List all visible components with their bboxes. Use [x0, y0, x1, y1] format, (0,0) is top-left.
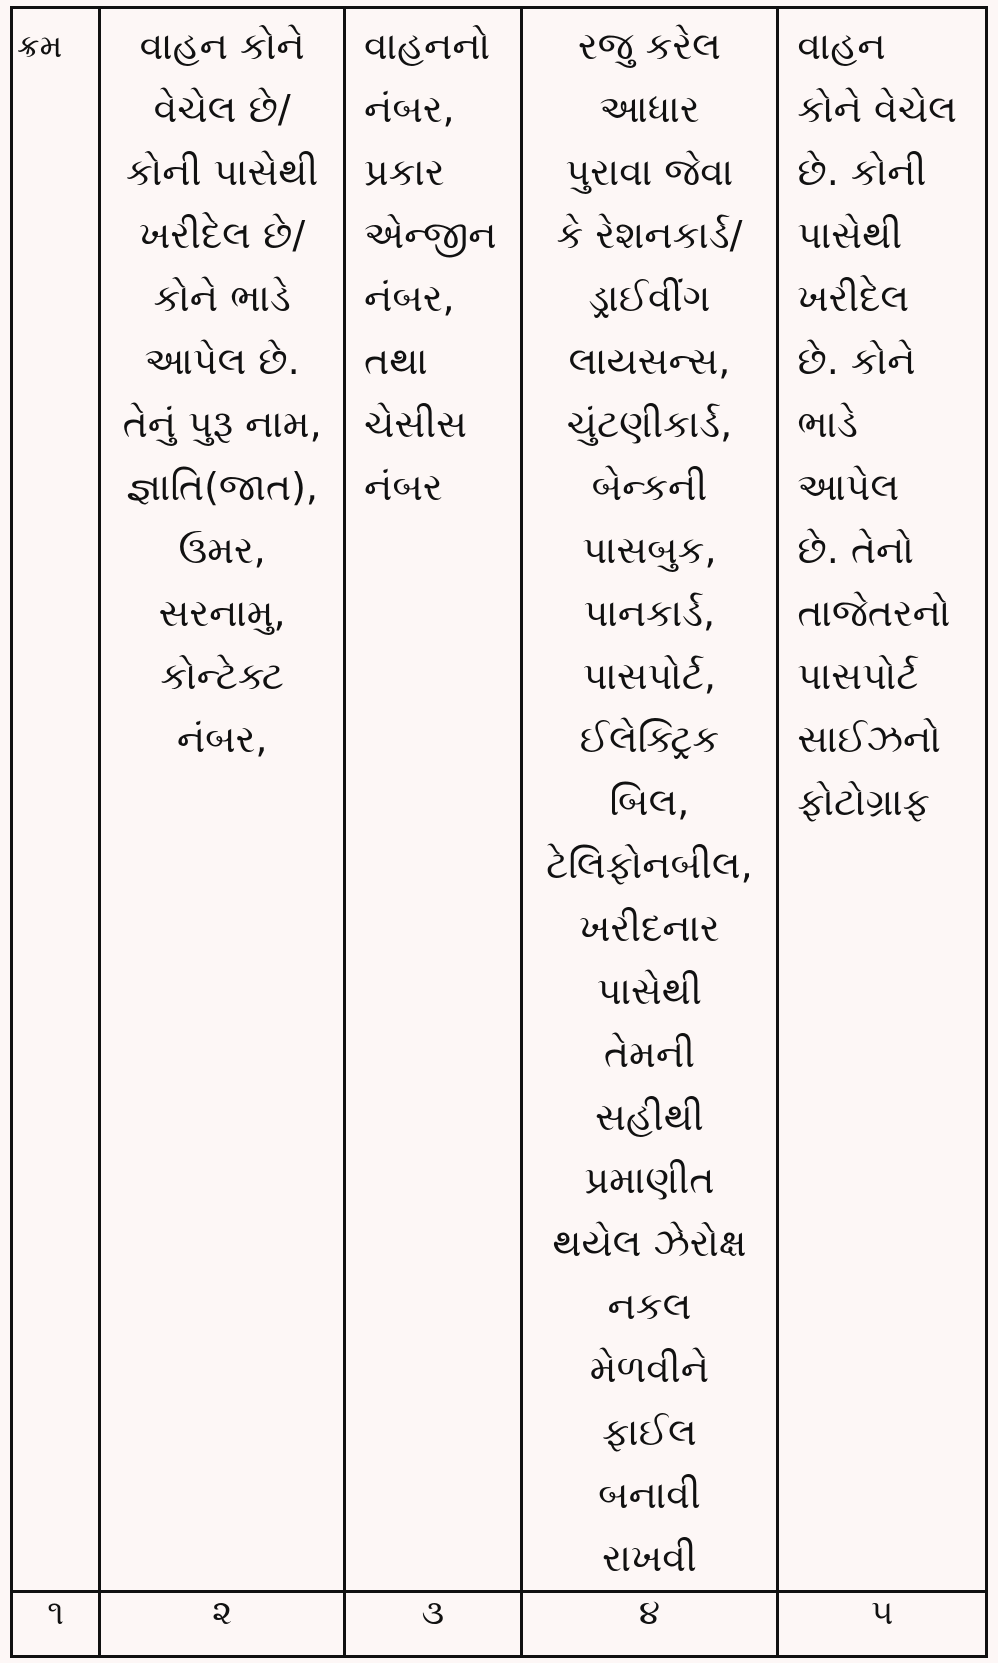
header-line: બિલ,: [609, 780, 690, 824]
header-line: ચેસીસ: [364, 402, 467, 446]
header-line: તેમની: [603, 1032, 696, 1076]
header-line: પાસપોર્ટ,: [582, 654, 716, 698]
header-line: પાસેથી: [597, 969, 702, 1013]
header-line: પાસપોર્ટ: [797, 654, 919, 698]
header-line: તાજેતરનો: [797, 591, 951, 635]
header-line: ડ્રાઈવીંગ: [588, 276, 711, 320]
header-line: કોની પાસેથી: [125, 150, 319, 194]
header-line: ઈલેક્ટ્રિક: [579, 717, 720, 761]
header-line: આપેલ છે.: [144, 339, 300, 383]
header-line: નંબર: [364, 465, 443, 509]
header-line: નકલ: [607, 1284, 692, 1328]
column-number-3: ૩: [345, 1592, 522, 1657]
header-line: આપેલ: [797, 465, 900, 509]
header-cell-id-proofs: [521, 8, 778, 1592]
column-number-2: ૨: [100, 1592, 345, 1657]
header-serial-text: [13, 9, 98, 78]
header-line: નંબર,: [176, 717, 268, 761]
header-line: છે. તેનો: [797, 528, 914, 572]
header-cell-serial: [12, 8, 100, 1592]
header-line: કોને વેચેલ: [797, 87, 957, 131]
vehicle-sale-register-table: [10, 6, 988, 1658]
header-line: ઉમર,: [178, 528, 266, 572]
header-line: છે. કોની: [797, 150, 927, 194]
header-line: લાયસન્સ,: [568, 339, 731, 383]
header-line: તથા: [364, 339, 428, 383]
column-number-5: ૫: [778, 1592, 987, 1657]
header-line: પુરાવા જેવા: [565, 150, 734, 194]
header-line: વાહનનો: [364, 24, 491, 68]
header-line: નંબર,: [364, 276, 455, 320]
header-line: ફોટોગ્રાફ: [797, 780, 930, 824]
header-line: સહીથી: [595, 1095, 704, 1139]
header-line: પ્રમાણીત: [584, 1158, 715, 1202]
header-line: ખરીદનાર: [579, 906, 720, 950]
column-number-1: ૧: [12, 1592, 100, 1657]
header-line: વાહન કોને: [139, 24, 305, 68]
header-line: તેનું પુરૂ નામ,: [122, 402, 322, 446]
header-line: એન્જીન: [364, 213, 497, 257]
header-line: સરનામુ,: [158, 591, 286, 635]
table-header-row: [12, 8, 987, 1592]
header-line: રાખવી: [602, 1536, 697, 1580]
header-line: નંબર,: [364, 87, 455, 131]
header-photograph-text: [779, 9, 985, 834]
header-line: રજુ કરેલ: [577, 24, 721, 68]
header-line: બનાવી: [598, 1473, 701, 1517]
header-line: પ્રકાર: [364, 150, 445, 194]
header-line: કોન્ટેક્ટ: [160, 654, 284, 698]
header-line: સાઈઝનો: [797, 717, 941, 761]
header-line: પાસબુક,: [582, 528, 717, 572]
header-line: ક્રમ: [17, 27, 63, 65]
header-line: વેચેલ છે/: [153, 87, 291, 131]
header-vehicle-number-text: [346, 9, 520, 519]
header-cell-photograph: [778, 8, 987, 1592]
header-line: બેન્કની: [591, 465, 708, 509]
header-line: ખરીદેલ: [797, 276, 910, 320]
header-cell-buyer-details: [100, 8, 345, 1592]
header-line: મેળવીને: [589, 1347, 710, 1391]
header-id-proofs-text: [523, 9, 777, 1590]
header-cell-vehicle-number: [345, 8, 522, 1592]
header-buyer-details-text: [101, 9, 343, 771]
header-line: ખરીદેલ છે/: [139, 213, 306, 257]
header-line: ટેલિફોનબીલ,: [546, 843, 753, 887]
header-line: છે. કોને: [797, 339, 916, 383]
header-line: વાહન: [797, 24, 886, 68]
header-line: થયેલ ઝેરોક્ષ: [552, 1221, 747, 1265]
header-line: કે રેશનકાર્ડ/: [556, 213, 743, 257]
column-number-4: ૪: [521, 1592, 778, 1657]
header-line: જ્ઞાતિ(જાત),: [126, 465, 319, 509]
header-line: પાસેથી: [797, 213, 903, 257]
header-line: પાનકાર્ડ,: [583, 591, 716, 635]
header-line: ફાઈલ: [602, 1410, 697, 1454]
column-number-row: [12, 1592, 987, 1657]
header-line: કોને ભાડે: [153, 276, 291, 320]
header-line: આધાર: [599, 87, 700, 131]
header-line: ચુંટણીકાર્ડ,: [566, 402, 733, 446]
header-line: ભાડે: [797, 402, 858, 446]
